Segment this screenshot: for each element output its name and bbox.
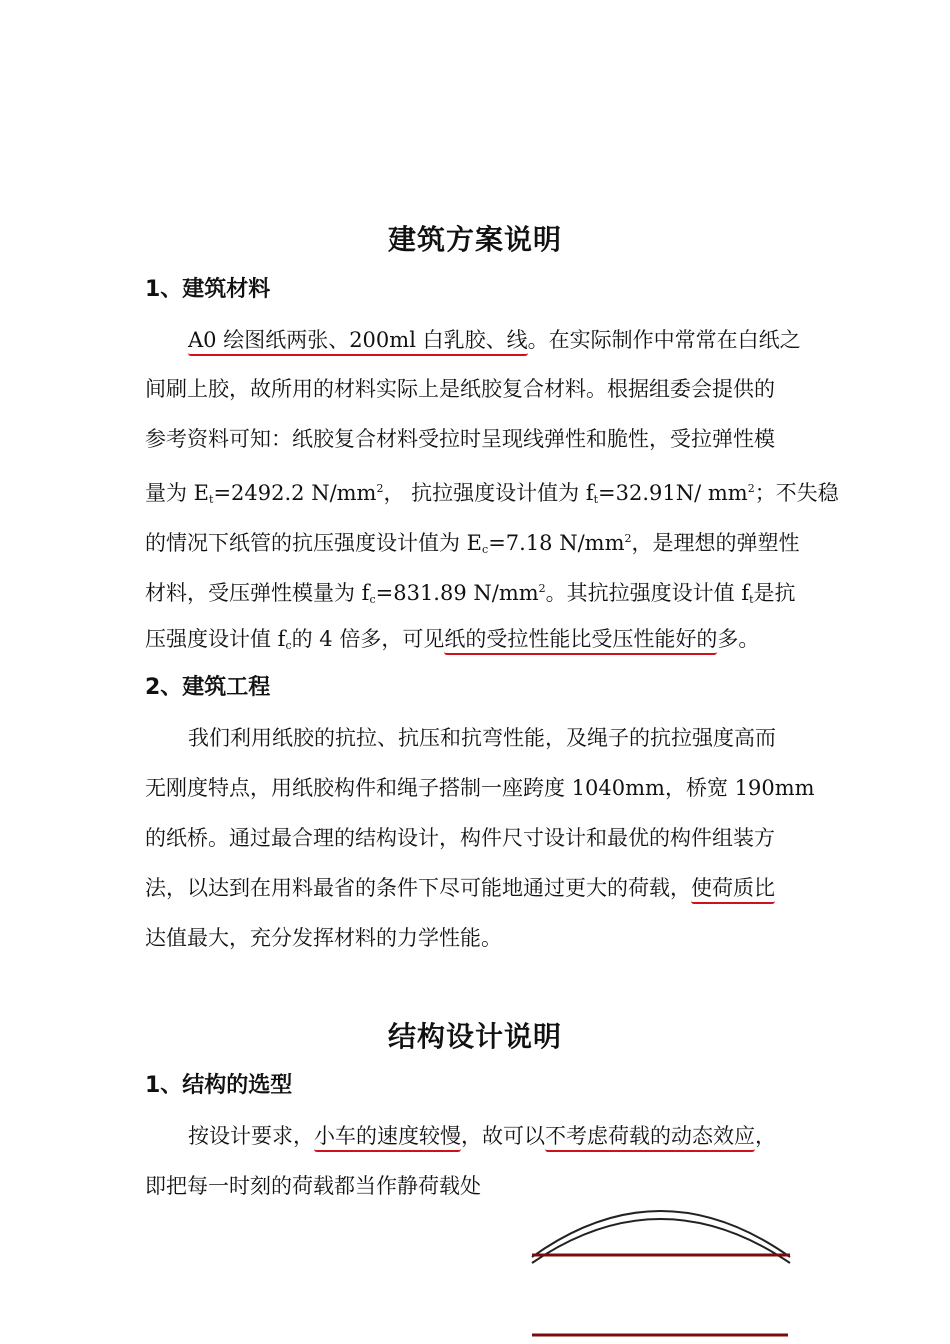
text-span: 。其抗拉强度设计值 f <box>545 581 750 605</box>
subscript: t <box>749 593 754 606</box>
text-span: =7.18 N/mm <box>488 531 625 555</box>
text-span: 法，以达到在用料最省的条件下尽可能地通过更大的荷载， <box>145 876 691 900</box>
text-span: ；不失稳 <box>754 481 839 505</box>
text-span: ，是理想的弹塑性 <box>631 531 800 555</box>
paragraph-line: 无刚度特点，用纸胶构件和绳子搭制一座跨度 1040mm，桥宽 190mm <box>145 776 815 800</box>
section-title-architecture: 建筑方案说明 <box>387 223 562 256</box>
underlined-phrase: 小车的速度较慢 <box>314 1124 461 1152</box>
text-span: 按设计要求， <box>188 1124 314 1148</box>
superscript: 2 <box>747 482 755 495</box>
text-span: =831.89 N/mm <box>375 581 539 605</box>
subscript: t <box>209 493 214 506</box>
text-span: ，故可以 <box>461 1124 545 1148</box>
text-span: 是抗 <box>753 581 796 605</box>
paragraph-line: 即把每一时刻的荷载都当作静荷载处 <box>145 1174 481 1198</box>
paragraph-line: 的纸桥。通过最合理的结构设计，构件尺寸设计和最优的构件组装方 <box>145 826 775 850</box>
paragraph-line <box>145 873 825 903</box>
heading-building-materials: 1、建筑材料 <box>145 277 271 302</box>
superscript: 2 <box>538 582 546 595</box>
text-span: 量为 E <box>145 481 210 505</box>
paragraph-line <box>188 325 828 355</box>
underlined-phrase: 使荷质比 <box>691 876 775 904</box>
text-span: ， <box>755 1124 776 1148</box>
underlined-phrase: A0 绘图纸两张、200ml 白乳胶、线 <box>188 328 528 356</box>
text-span: 压强度设计值 f <box>145 627 286 651</box>
arch-bridge-figure <box>520 1195 810 1344</box>
paragraph-line <box>145 574 825 615</box>
text-span: =2492.2 N/mm <box>213 481 377 505</box>
text-span: 。在实际制作中常常在白纸之 <box>527 328 801 352</box>
heading-building-engineering: 2、建筑工程 <box>145 675 271 700</box>
paragraph-line <box>188 1121 828 1151</box>
section-title-structure: 结构设计说明 <box>387 1020 562 1053</box>
paragraph-line <box>145 624 825 661</box>
paragraph-line: 间刷上胶，故所用的材料实际上是纸胶复合材料。根据组委会提供的 <box>145 377 775 401</box>
underlined-phrase: 纸的受拉性能比受压性能好的 <box>444 627 717 655</box>
paragraph-line <box>145 524 825 565</box>
superscript: 2 <box>624 532 632 545</box>
paragraph-line: 我们利用纸胶的抗拉、抗压和抗弯性能，及绳子的抗拉强度高而 <box>188 726 776 750</box>
heading-structure-selection: 1、结构的选型 <box>145 1073 293 1098</box>
text-span: =32.91N/ mm <box>598 481 748 505</box>
underlined-phrase: 不考虑荷载的动态效应 <box>545 1124 755 1152</box>
text-span: 的情况下纸管的抗压强度设计值为 E <box>145 531 483 555</box>
paragraph-line: 参考资料可知：纸胶复合材料受拉时呈现线弹性和脆性，受拉弹性模 <box>145 427 775 451</box>
text-span: 多。 <box>717 627 760 651</box>
subscript: c <box>482 543 489 556</box>
paragraph-line: 达值最大，充分发挥材料的力学性能。 <box>145 926 502 950</box>
superscript: 2 <box>376 482 384 495</box>
subscript: c <box>369 593 376 606</box>
arch-outer-curve <box>532 1211 790 1257</box>
subscript: t <box>593 493 599 506</box>
subscript: c <box>285 639 292 652</box>
paragraph-line <box>145 474 839 515</box>
text-span: 材料，受压弹性模量为 f <box>145 581 370 605</box>
text-span: ， 抗拉强度设计值为 f <box>383 481 594 505</box>
text-span: 的 4 倍多，可见 <box>291 627 445 651</box>
